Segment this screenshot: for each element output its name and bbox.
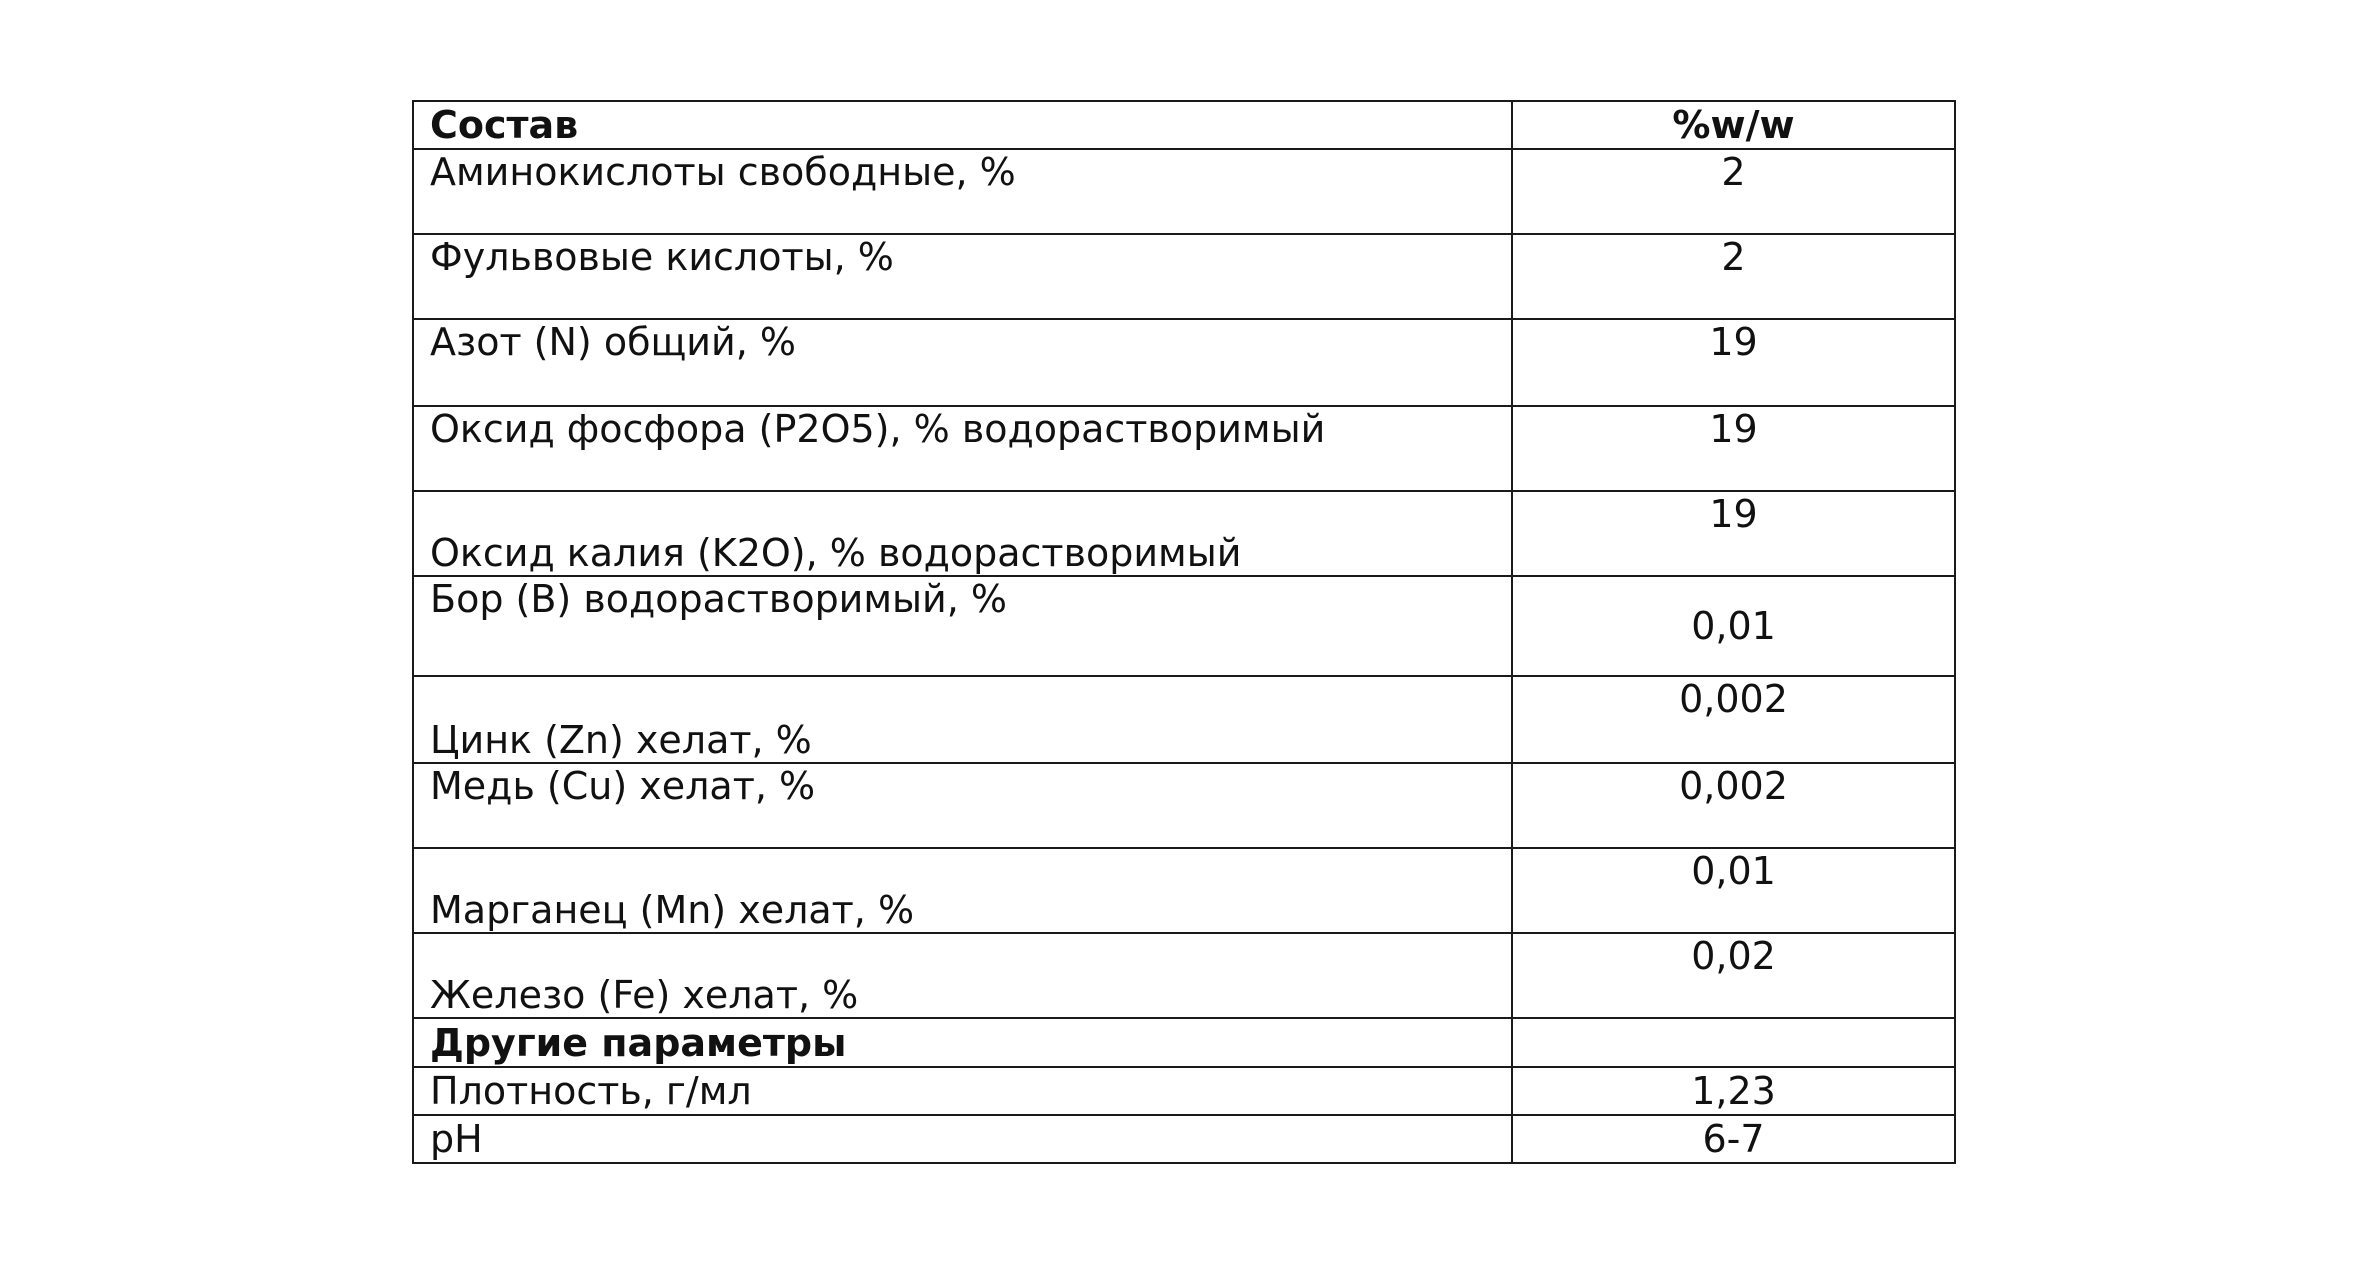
- row-name: Аминокислоты свободные, %: [413, 149, 1512, 234]
- table-row: [413, 234, 1955, 319]
- row-name: Азот (N) общий, %: [413, 319, 1512, 406]
- row-value: 6-7: [1512, 1115, 1955, 1163]
- row-name: Цинк (Zn) хелат, %: [413, 676, 1512, 763]
- header-percent-ww: %w/w: [1512, 101, 1955, 149]
- row-name: Марганец (Mn) хелат, %: [413, 848, 1512, 933]
- row-name: Медь (Cu) хелат, %: [413, 763, 1512, 848]
- table-row: [413, 576, 1955, 676]
- row-value: 19: [1512, 491, 1955, 576]
- row-name: Оксид фосфора (P2O5), % водорастворимый: [413, 406, 1512, 491]
- row-value: 0,002: [1512, 676, 1955, 763]
- table-row: [413, 491, 1955, 576]
- table-row: [413, 406, 1955, 491]
- row-value: 1,23: [1512, 1067, 1955, 1115]
- row-value: 0,002: [1512, 763, 1955, 848]
- section-title-other-parameters: Другие параметры: [413, 1018, 1512, 1067]
- table-row: [413, 848, 1955, 933]
- row-value: 19: [1512, 319, 1955, 406]
- row-value: 0,02: [1512, 933, 1955, 1018]
- row-value: 0,01: [1512, 848, 1955, 933]
- table-row: [413, 763, 1955, 848]
- row-name: Железо (Fe) хелат, %: [413, 933, 1512, 1018]
- row-value: 0,01: [1512, 576, 1955, 676]
- row-value: 19: [1512, 406, 1955, 491]
- row-name: Оксид калия (K2O), % водорастворимый: [413, 491, 1512, 576]
- row-name: Фульвовые кислоты, %: [413, 234, 1512, 319]
- row-name: Плотность, г/мл: [413, 1067, 1512, 1115]
- table-row: [413, 933, 1955, 1018]
- row-name: pH: [413, 1115, 1512, 1163]
- table-row: [413, 1067, 1955, 1115]
- table-header-row: [413, 101, 1955, 149]
- header-composition: Состав: [413, 101, 1512, 149]
- table-row: [413, 319, 1955, 406]
- table-row: [413, 149, 1955, 234]
- table-row: [413, 1115, 1955, 1163]
- table-row: [413, 676, 1955, 763]
- row-name: Бор (B) водорастворимый, %: [413, 576, 1512, 676]
- row-value: 2: [1512, 149, 1955, 234]
- section-value: [1512, 1018, 1955, 1067]
- row-value: 2: [1512, 234, 1955, 319]
- composition-table: [412, 100, 1956, 1164]
- section-row: [413, 1018, 1955, 1067]
